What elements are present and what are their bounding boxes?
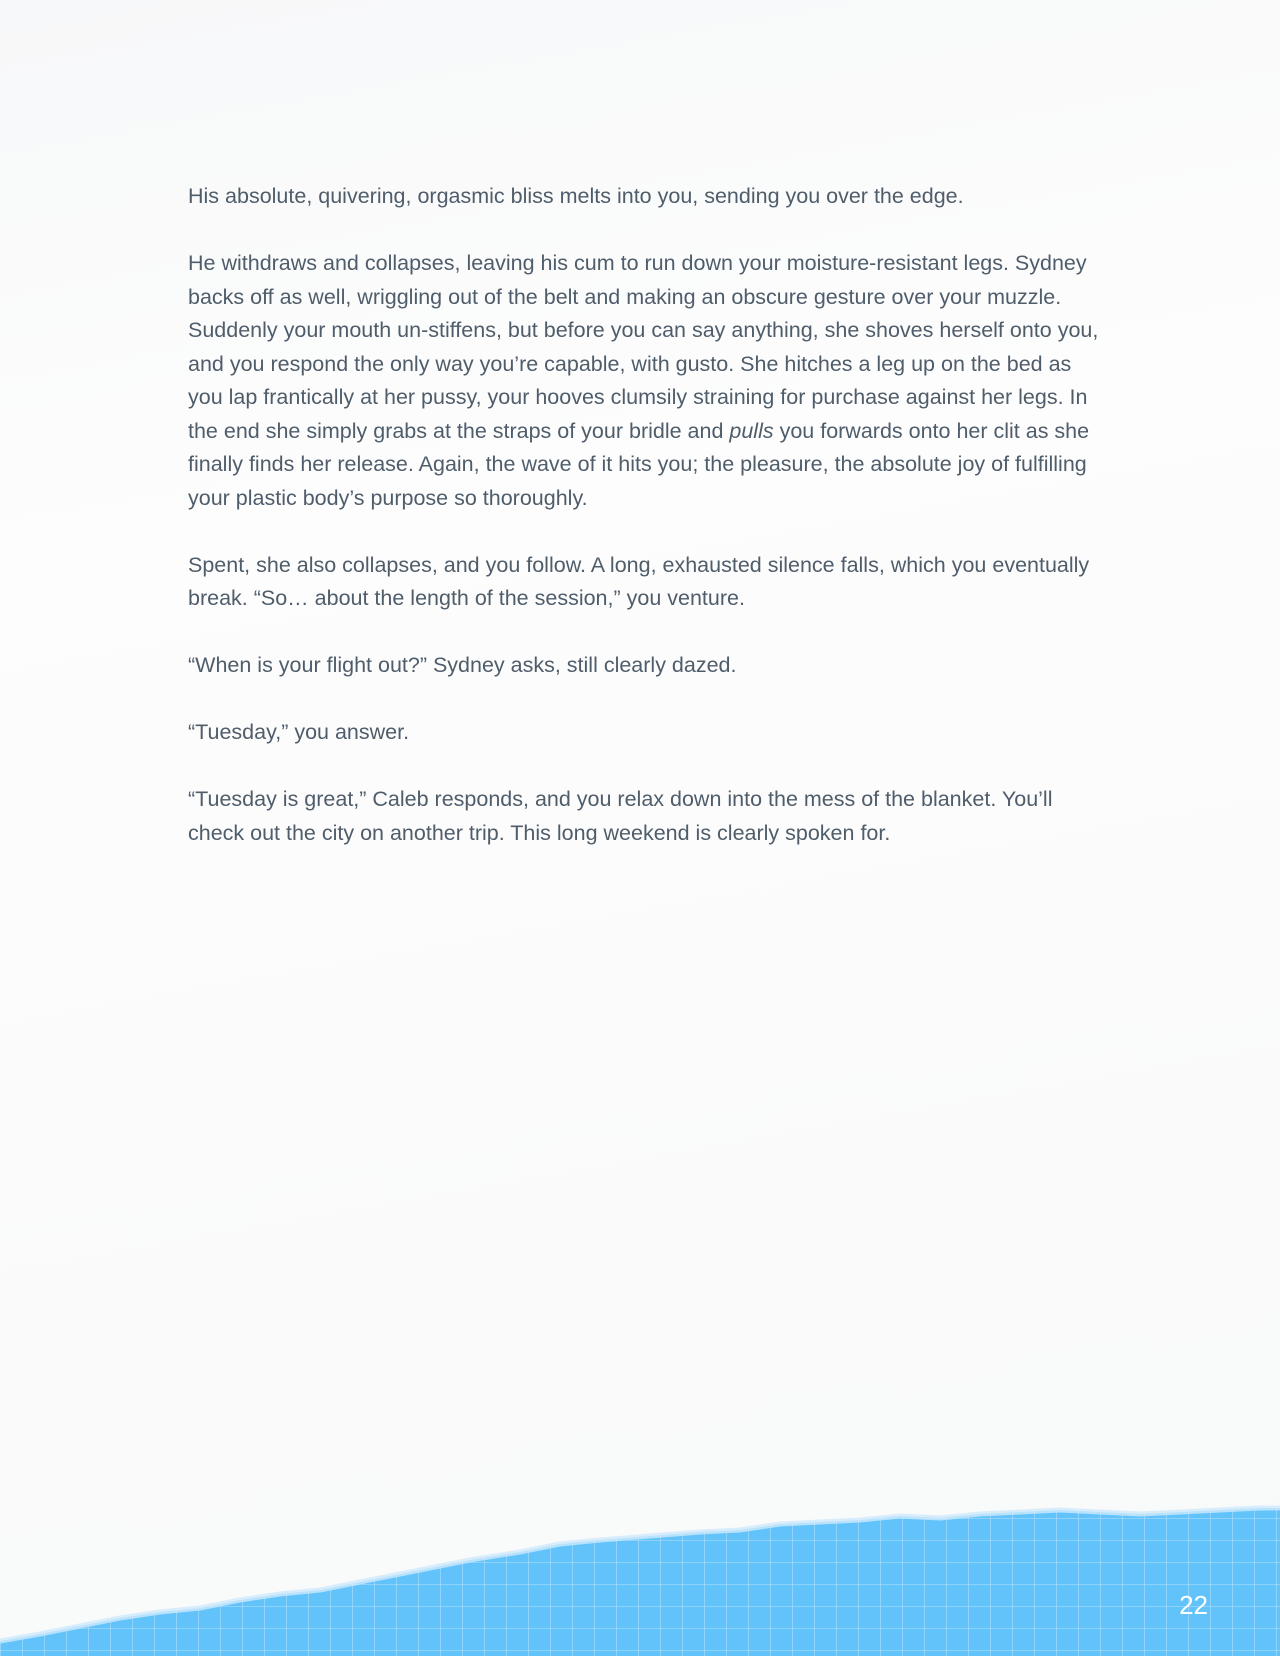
paragraph-5	[188, 716, 1108, 750]
paragraph-2-emphasis: pulls	[729, 418, 774, 443]
paragraph-3	[188, 549, 1108, 616]
paragraph-6-text: “Tuesday is great,” Caleb responds, and you relax down into the mess of the blanket. You’ll check out the city on another trip. This long weekend is clearly spoken for.	[188, 787, 1053, 845]
paragraph-5-text: “Tuesday,” you answer.	[188, 720, 410, 744]
paragraph-4	[188, 649, 1108, 683]
paragraph-2-text-b: you forwards onto her clit as she finally finds her release. Again, the wave of it hits you; the pleasure, the absolute joy of fulfilling your plastic body’s purpose so thoroughly.	[188, 418, 1090, 510]
torn-paper-grid-footer	[0, 1496, 1280, 1656]
paragraph-3-text: Spent, she also collapses, and you follow. A long, exhausted silence falls, which you eventually break. “So… about the length of the session,” you venture.	[188, 552, 1090, 610]
paragraph-1	[188, 180, 1108, 214]
paragraph-1-text: His absolute, quivering, orgasmic bliss melts into you, sending you over the edge.	[188, 184, 964, 208]
paragraph-2-text-a: He withdraws and collapses, leaving his cum to run down your moisture-resistant legs. Sydney backs off as well, wriggling out of the belt and making an obscure gesture over your muzzle. Suddenly your mouth un-stiffens, but before you can say anything, she shoves herself onto you, and you respond the only way you’re capable, with gusto. She hitches a leg up on the bed as you lap frantically at her pussy, your hooves clumsily straining for purchase against her legs. In the end she simply grabs at the straps of your bridle and	[188, 251, 1099, 443]
page-number: 22	[1179, 1590, 1208, 1620]
paragraph-2	[188, 247, 1108, 515]
paragraph-4-text: “When is your flight out?” Sydney asks, still clearly dazed.	[188, 653, 737, 677]
body-text	[188, 180, 1108, 884]
paragraph-6	[188, 783, 1108, 850]
